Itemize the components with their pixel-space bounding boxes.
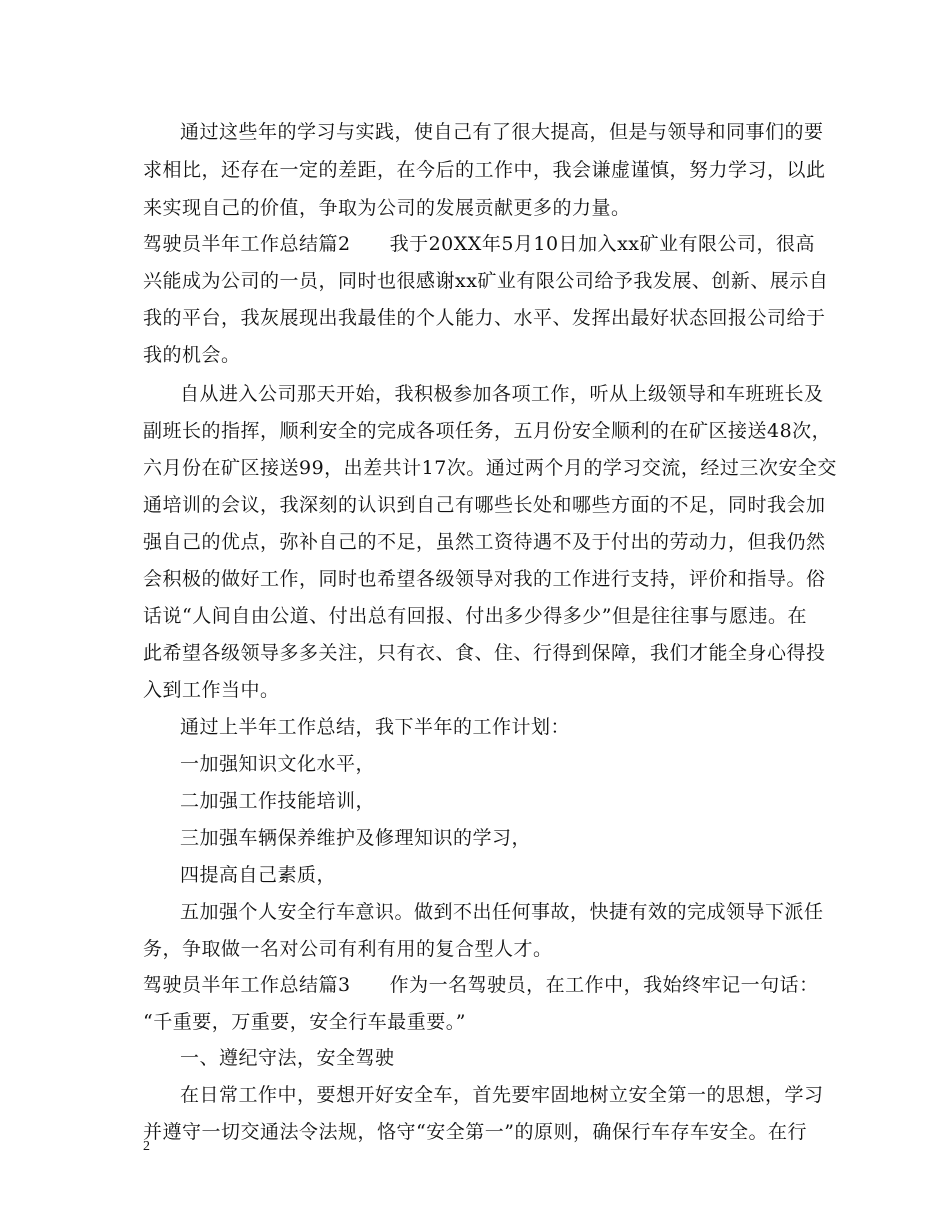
paragraph-line: 会积极的做好工作，同时也希望各级领导对我的工作进行支持，评价和指导。俗 <box>143 568 826 590</box>
paragraph-line: 通培训的会议，我深刻的认识到自己有哪些长处和哪些方面的不足，同时我会加 <box>143 494 826 516</box>
subheading: 一、遵纪守法，安全驾驶 <box>180 1047 395 1069</box>
plan-item: 四提高自己素质， <box>180 864 337 886</box>
plan-item: 五加强个人安全行车意识。做到不出任何事故，快捷有效的完成领导下派任 <box>180 901 824 923</box>
paragraph-line: 此希望各级领导多多关注，只有衣、食、住、行得到保障，我们才能全身心得投 <box>143 642 826 664</box>
paragraph-line: 我的平台，我灰展现出我最佳的个人能力、水平、发挥出最好状态回报公司给于 <box>143 307 826 329</box>
plan-item: 三加强车辆保养维护及修理知识的学习， <box>180 827 532 849</box>
paragraph-line: 兴能成为公司的一员，同时也很感谢xx矿业有限公司给予我发展、创新、展示自 <box>143 270 829 292</box>
paragraph-line: 强自己的优点，弥补自己的不足，虽然工资待遇不及于付出的劳动力，但我仍然 <box>143 531 826 553</box>
section-heading-line: 驾驶员半年工作总结篇2 我于20XX年5月10日加入xx矿业有限公司，很高 <box>143 233 816 255</box>
section-heading-line: 驾驶员半年工作总结篇3 作为一名驾驶员，在工作中，我始终牢记一句话： <box>143 974 819 996</box>
plan-item: 二加强工作技能培训， <box>180 790 376 812</box>
paragraph-line: 副班长的指挥，顺利安全的完成各项任务，五月份安全顺利的在矿区接送48次， <box>143 420 832 442</box>
paragraph-line: 六月份在矿区接送99，出差共计17次。通过两个月的学习交流，经过三次安全交 <box>143 457 837 479</box>
paragraph-line: 通过上半年工作总结，我下半年的工作计划： <box>180 716 571 738</box>
paragraph-line: 并遵守一切交通法令法规，恪守“安全第一”的原则，确保行车存车安全。在行 <box>143 1121 807 1143</box>
page-number: 2 <box>143 1139 150 1154</box>
paragraph-line: 来实现自己的价值，争取为公司的发展贡献更多的力量。 <box>143 197 631 219</box>
paragraph-line: 自从进入公司那天开始，我积极参加各项工作，听从上级领导和车班班长及 <box>180 383 824 405</box>
paragraph-line: 入到工作当中。 <box>143 679 280 701</box>
paragraph-line: 我的机会。 <box>143 344 241 366</box>
quote-line: “千重要，万重要，安全行车最重要。” <box>143 1011 466 1033</box>
paragraph-line: 在日常工作中，要想开好安全车，首先要牢固地树立安全第一的思想，学习 <box>180 1084 824 1106</box>
paragraph-line: 话说“人间自由公道、付出总有回报、付出多少得多少”但是往往事与愿违。在 <box>143 605 807 627</box>
paragraph-line: 求相比，还存在一定的差距，在今后的工作中，我会谦虚谨慎，努力学习，以此 <box>143 159 826 181</box>
paragraph-line: 通过这些年的学习与实践，使自己有了很大提高，但是与领导和同事们的要 <box>180 121 824 143</box>
paragraph-line: 务，争取做一名对公司有利有用的复合型人才。 <box>143 938 553 960</box>
plan-item: 一加强知识文化水平， <box>180 753 376 775</box>
